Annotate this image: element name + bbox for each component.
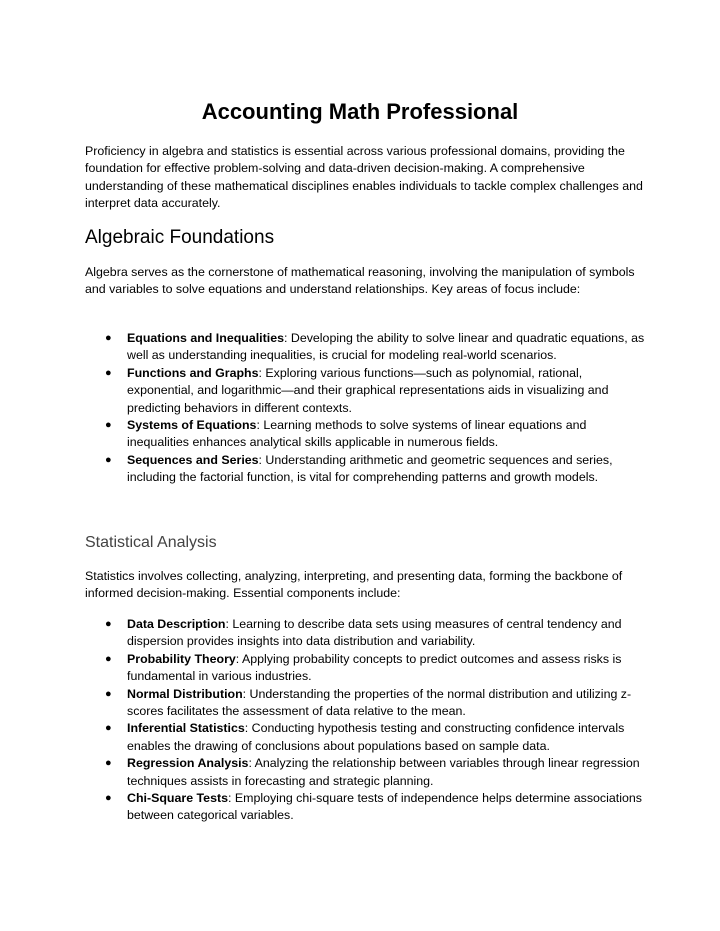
bullet-icon: ● xyxy=(105,419,112,432)
list-item xyxy=(85,616,645,651)
bullet-icon: ● xyxy=(105,366,112,379)
bullet-icon: ● xyxy=(105,652,112,665)
list-item xyxy=(85,790,645,825)
list-item xyxy=(85,755,645,790)
list-item-text: : Exploring various functions—such as polynomial, rational, exponential, and logarithmic—and their graphical representations aids in visualizing and predicting behaviors in different contexts. xyxy=(127,365,609,415)
bullet-icon: ● xyxy=(105,722,112,735)
bullet-icon: ● xyxy=(105,453,112,466)
intro-paragraph: Proficiency in algebra and statistics is essential across various professional domains, providing the foundation for effective problem-solving and data-driven decision-making. A comprehensive understanding of these mathematical disciplines enables individuals to tackle complex challenges and interpret data accurately. xyxy=(85,144,643,211)
statistics-heading: Statistical Analysis xyxy=(85,534,217,551)
list-item-term: Regression Analysis xyxy=(127,756,249,771)
list-item xyxy=(85,365,645,417)
bullet-icon: ● xyxy=(105,332,112,344)
list-item xyxy=(85,720,645,755)
list-item xyxy=(85,651,645,686)
list-item-text: : Employing chi-square tests of independence helps determine associations between categorical variables. xyxy=(127,791,642,823)
list-item xyxy=(85,686,645,721)
list-item-term: Normal Distribution xyxy=(127,686,243,701)
statistics-topic-list xyxy=(85,616,645,825)
list-item-text: : Analyzing the relationship between variables through linear regression techniques assists in forecasting and strategic planning. xyxy=(127,756,640,788)
statistics-intro-paragraph: Statistics involves collecting, analyzing, interpreting, and presenting data, forming the backbone of informed decision-making. Essential components include: xyxy=(85,569,623,601)
bullet-icon: ● xyxy=(105,757,112,770)
bullet-icon: ● xyxy=(105,792,112,805)
list-item-term: Sequences and Series xyxy=(127,452,259,467)
list-item xyxy=(85,452,645,487)
document-title: Accounting Math Professional xyxy=(201,99,519,124)
list-item-text: : Understanding the properties of the normal distribution and utilizing z-scores facilitates the assessment of data relative to the mean. xyxy=(127,686,632,719)
list-item-text: : Learning methods to solve systems of linear equations and inequalities enhances analytical skills applicable in numerous fields. xyxy=(127,418,587,450)
list-item-term: Functions and Graphs xyxy=(127,365,259,380)
list-item xyxy=(85,330,645,365)
bullet-icon: ● xyxy=(105,687,112,700)
list-item-text: : Developing the ability to solve linear and quadratic equations, as well as understanding inequalities, is crucial for modeling real-world scenarios. xyxy=(127,331,645,363)
list-item-term: Data Description xyxy=(127,617,226,631)
algebra-topic-list xyxy=(85,330,645,487)
algebra-heading: Algebraic Foundations xyxy=(85,227,275,248)
list-item-term: Chi-Square Tests xyxy=(127,791,228,806)
list-item-term: Equations and Inequalities xyxy=(127,331,284,345)
algebra-intro-paragraph: Algebra serves as the cornerstone of mathematical reasoning, involving the manipulation of symbols and variables to solve equations and understand relationships. Key areas of focus include: xyxy=(85,265,635,297)
list-item-text: : Understanding arithmetic and geometric sequences and series, including the factorial function, is vital for comprehending patterns and growth models. xyxy=(127,452,613,485)
list-item-term: Systems of Equations xyxy=(127,418,257,433)
list-item xyxy=(85,417,645,452)
list-item-term: Probability Theory xyxy=(127,651,236,666)
list-item-text: : Learning to describe data sets using measures of central tendency and dispersion provides insights into data distribution and variability. xyxy=(127,617,622,649)
list-item-term: Inferential Statistics xyxy=(127,721,245,736)
list-item-text: : Applying probability concepts to predict outcomes and assess risks is fundamental in various industries. xyxy=(127,651,622,684)
bullet-icon: ● xyxy=(105,618,112,630)
list-item-text: : Conducting hypothesis testing and constructing confidence intervals enables the drawing of conclusions about populations based on sample data. xyxy=(127,721,625,753)
